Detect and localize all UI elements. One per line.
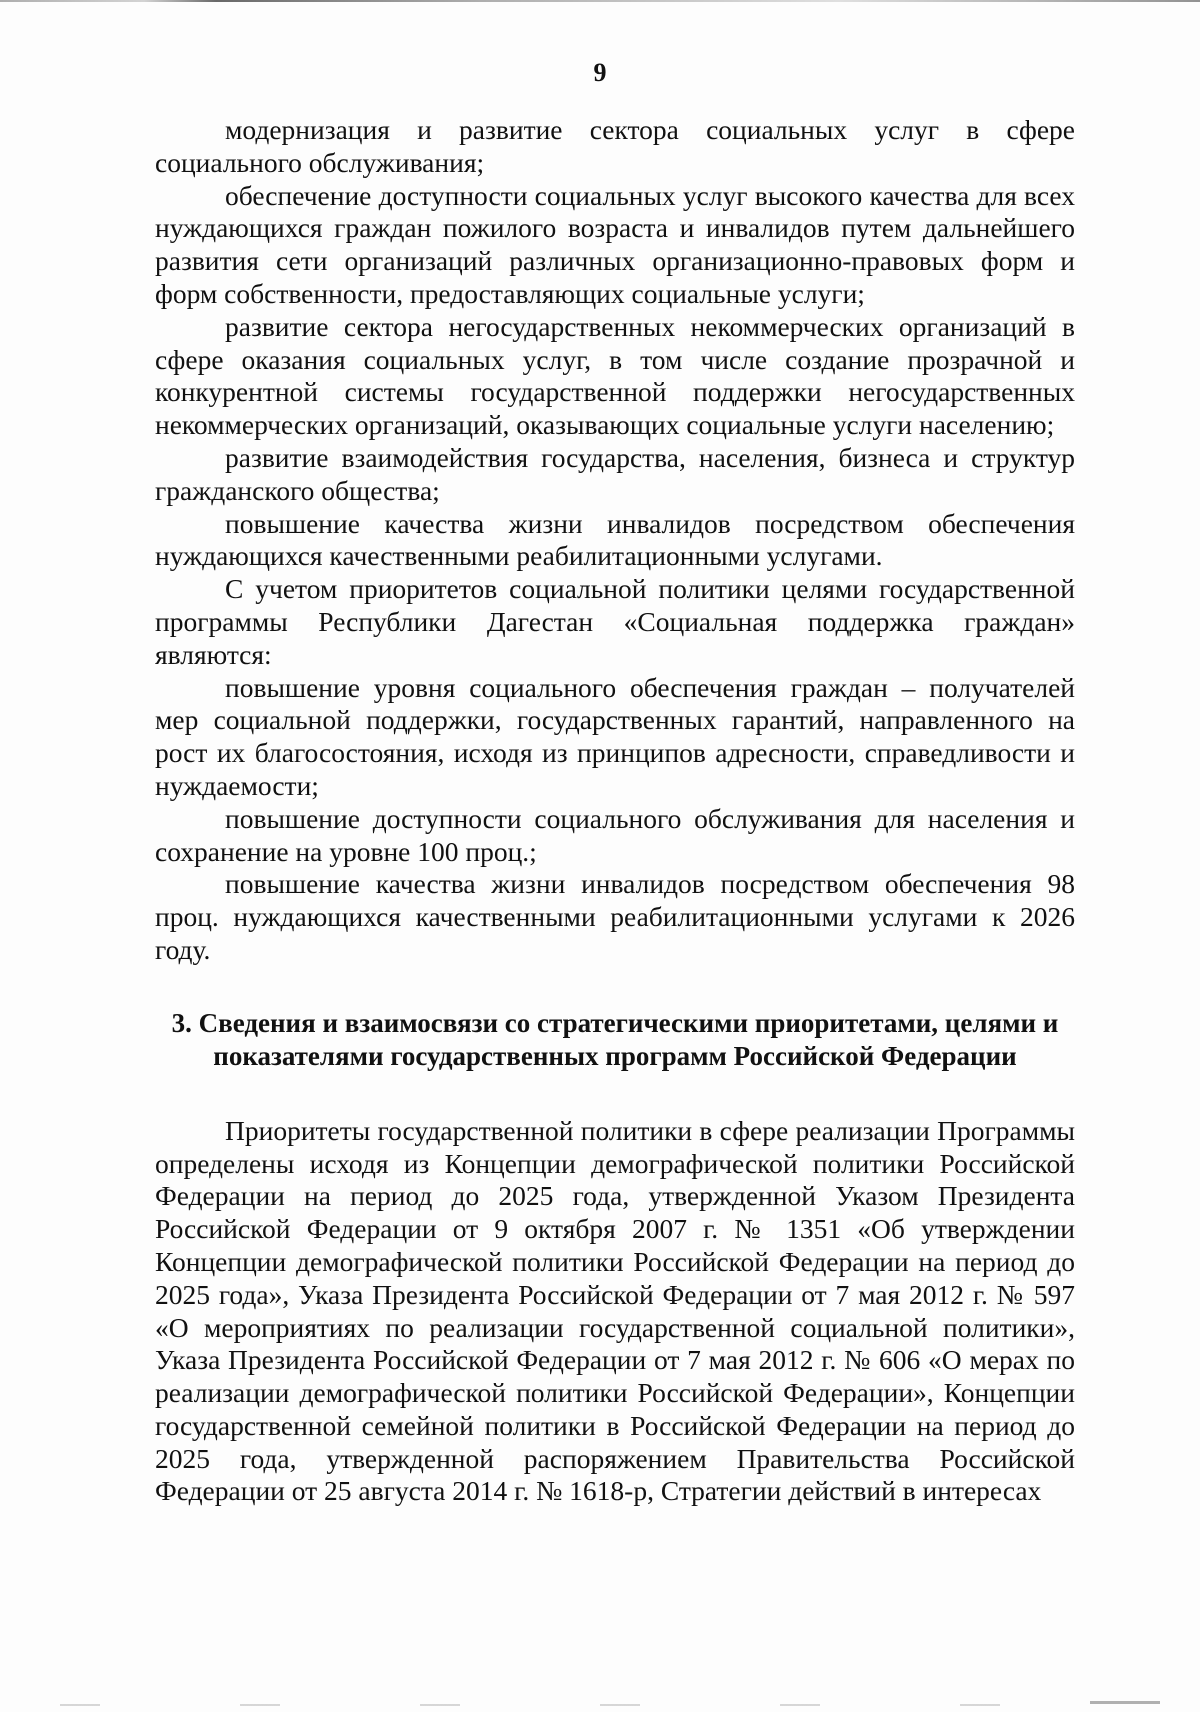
paragraph-nonprofit-sector: развитие сектора негосударственных некоммерческих организаций в сфере оказания социальных услуг, в том числе создание прозрачной и конкурентной системы государственной поддержки негосударственных некоммерческих организаций, оказывающих социальные услуги населению; xyxy=(155,310,1075,441)
scan-edge-top xyxy=(0,0,1200,2)
paragraph-goal-service-accessibility: повышение доступности социального обслуживания для населения и сохранение на уровне 100 проц.; xyxy=(155,802,1075,867)
paragraph-state-interaction: развитие взаимодействия государства, населения, бизнеса и структур гражданского общества; xyxy=(155,441,1075,506)
section-heading: 3. Сведения и взаимосвязи со стратегическими приоритетами, целями и показателями государственных программ Российской Федерации xyxy=(171,1007,1059,1071)
paragraph-program-goals-intro: С учетом приоритетов социальной политики целями государственной программы Республики Дагестан «Социальная поддержка граждан» являются: xyxy=(155,573,1075,670)
paragraph-sector-modernization: модернизация и развитие сектора социальных услуг в сфере социального обслуживания; xyxy=(155,114,1075,178)
page-number: 9 xyxy=(593,58,607,87)
document-body xyxy=(155,114,1075,1508)
paragraph-goal-social-security: повышение уровня социального обеспечения граждан – получателей мер социальной поддержки, государственных гарантий, направленного на рост их благосостояния, исходя из принципов адресности, справедливости и нуждаемости; xyxy=(155,671,1075,801)
scan-edge-bottom xyxy=(60,1704,1140,1706)
paragraph-disability-quality: повышение качества жизни инвалидов посредством обеспечения нуждающихся качественными реабилитационными услугами. xyxy=(155,507,1075,572)
paragraph-service-accessibility: обеспечение доступности социальных услуг высокого качества для всех нуждающихся граждан пожилого возраста и инвалидов путем дальнейшего развития сети организаций различных организационно-правовых форм и форм собственности, предоставляющих социальные услуги; xyxy=(155,179,1075,309)
scan-mark xyxy=(1090,1701,1160,1704)
paragraph-goal-rehabilitation: повышение качества жизни инвалидов посредством обеспечения 98 проц. нуждающихся качественными реабилитационными услугами к 2026 году. xyxy=(155,868,1075,965)
paragraph-policy-priorities: Приоритеты государственной политики в сфере реализации Программы определены исходя из Концепции демографической политики Российской Федерации на период до 2025 года, утвержденной Указом Президента Российской Федерации от 9 октября 2007 г. № 1351 «Об утверждении Концепции демографической политики Российской Федерации на период до 2025 года», Указа Президента Российской Федерации от 7 мая 2012 г. № 597 «О мероприятиях по реализации государственной социальной политики», Указа Президента Российской Федерации от 7 мая 2012 г. № 606 «О мерах по реализации демографической политики Российской Федерации», Концепции государственной семейной политики в Российской Федерации на период до 2025 года, утвержденной распоряжением Правительства Российской Федерации от 25 августа 2014 г. № 1618-р, Стратегии действий в интересах xyxy=(155,1114,1075,1507)
